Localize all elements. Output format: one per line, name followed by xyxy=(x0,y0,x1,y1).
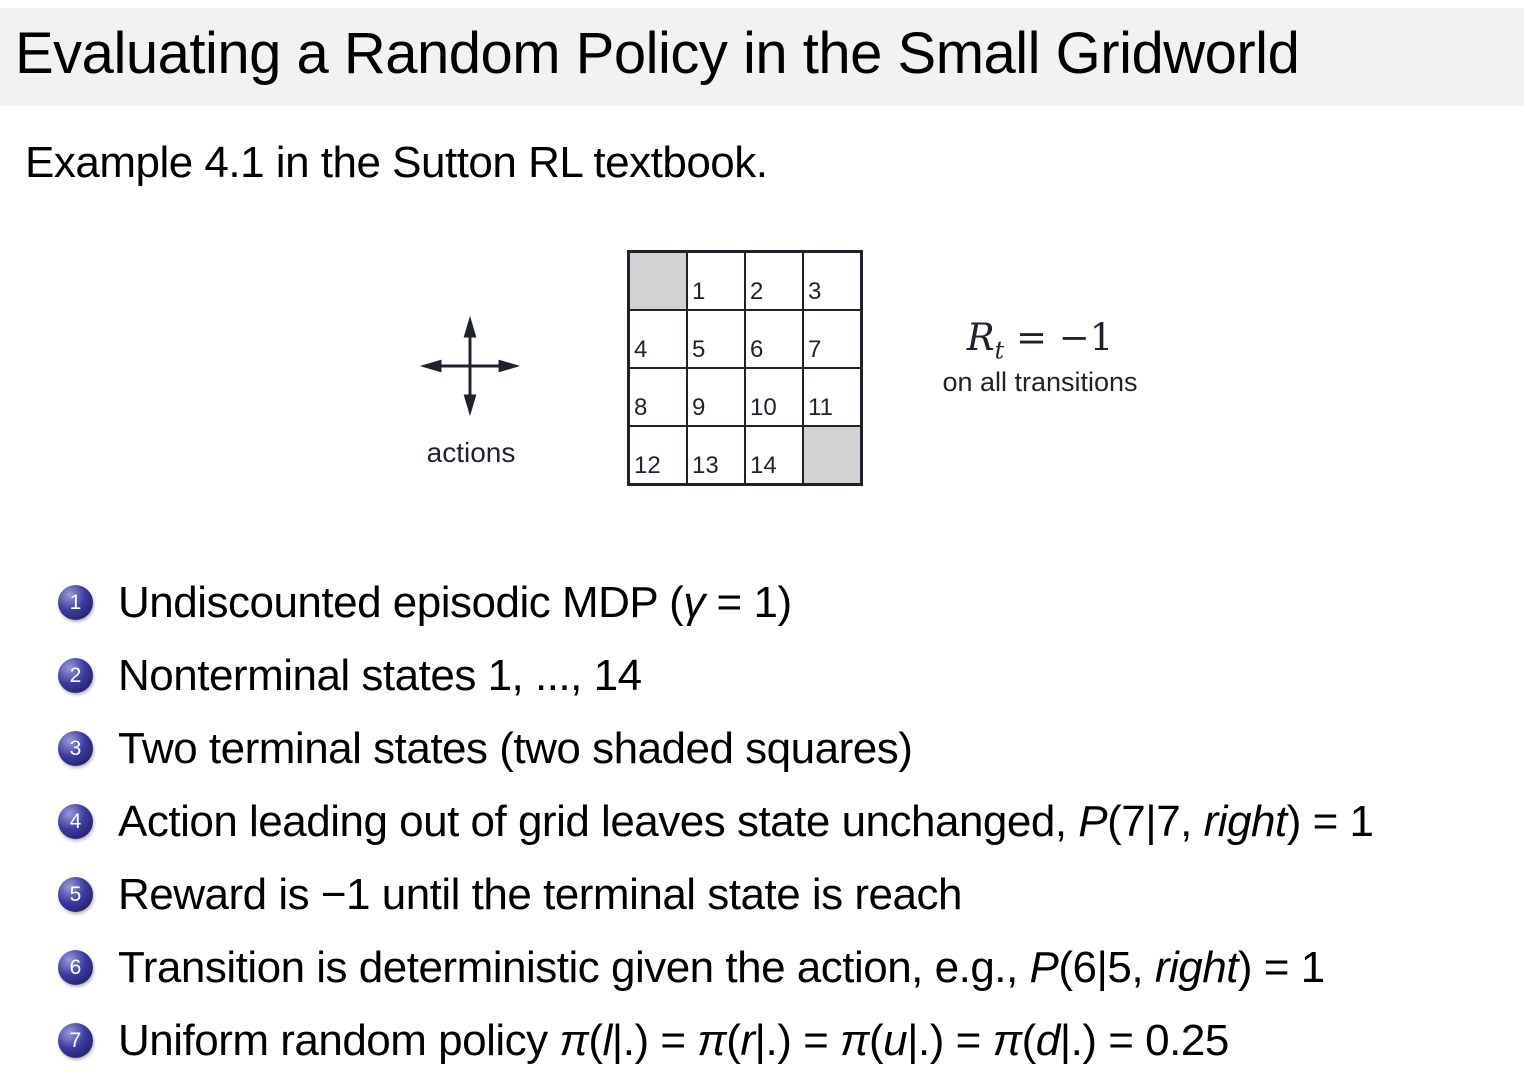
math-italic-segment: r xyxy=(740,1015,755,1065)
grid-cell-6: 6 xyxy=(745,310,803,368)
grid-cell-4: 4 xyxy=(629,310,687,368)
reward-variable: R xyxy=(966,316,995,359)
page-title: Evaluating a Random Policy in the Small Gridworld xyxy=(15,21,1300,86)
math-italic-segment: P xyxy=(1078,796,1108,846)
item-text xyxy=(118,578,792,628)
math-italic-segment: d xyxy=(1035,1015,1060,1065)
terminal-cell xyxy=(803,426,861,484)
math-segment: = 1) xyxy=(704,577,792,627)
actions-cross-icon xyxy=(411,307,529,425)
math-segment: ) = 1 xyxy=(1286,796,1374,846)
math-segment: ( xyxy=(868,1015,884,1065)
math-segment: −1 xyxy=(320,869,371,919)
item-text xyxy=(118,1016,1229,1066)
gridworld-grid xyxy=(627,250,863,486)
actions-label: actions xyxy=(426,437,516,468)
reward-annotation xyxy=(878,316,1202,398)
list-item-6 xyxy=(58,931,1374,1004)
grid-cell-2: 2 xyxy=(745,252,803,310)
math-segment: ( xyxy=(1021,1015,1036,1065)
list-item-3 xyxy=(58,712,1374,785)
math-italic-segment: γ xyxy=(683,577,705,627)
text-segment: Transition is deterministic given the action, e.g., xyxy=(118,942,1030,992)
item-number-badge: 7 xyxy=(58,1023,93,1058)
math-italic-segment: right xyxy=(1154,942,1238,992)
math-segment: |.) = xyxy=(907,1015,993,1065)
grid-cell-10: 10 xyxy=(745,368,803,426)
grid-cell-3: 3 xyxy=(803,252,861,310)
item-text xyxy=(118,651,642,701)
item-number-badge: 4 xyxy=(58,804,93,839)
math-italic-segment: π xyxy=(559,1015,589,1065)
item-number-badge: 1 xyxy=(58,585,93,620)
math-segment: |.) = 0.25 xyxy=(1059,1015,1229,1065)
math-italic-segment: l xyxy=(602,1015,612,1065)
grid-cell-11: 11 xyxy=(803,368,861,426)
item-text xyxy=(118,870,962,920)
math-segment: ) = 1 xyxy=(1237,942,1325,992)
grid-cell-9: 9 xyxy=(687,368,745,426)
terminal-cell xyxy=(629,252,687,310)
grid-cell-12: 12 xyxy=(629,426,687,484)
list-item-1 xyxy=(58,566,1374,639)
math-italic-segment: P xyxy=(1029,942,1059,992)
grid-cell-13: 13 xyxy=(687,426,745,484)
text-segment: Uniform random policy xyxy=(118,1015,560,1065)
slide-title-bar xyxy=(0,8,1524,106)
grid-cell-1: 1 xyxy=(687,252,745,310)
item-number-badge: 5 xyxy=(58,877,93,912)
reward-value: = −1 xyxy=(1004,316,1114,359)
text-segment: Reward is xyxy=(118,869,321,919)
math-italic-segment: π xyxy=(992,1015,1022,1065)
list-item-2 xyxy=(58,639,1374,712)
reward-caption: on all transitions xyxy=(942,367,1138,398)
math-segment: ( xyxy=(588,1015,603,1065)
text-segment: Nonterminal states xyxy=(118,650,488,700)
math-italic-segment: π xyxy=(697,1015,727,1065)
item-text xyxy=(118,724,912,774)
math-segment: |.) = xyxy=(754,1015,840,1065)
text-segment: until the terminal state is reach xyxy=(370,869,962,919)
list-item-4 xyxy=(58,785,1374,858)
math-segment: |.) = xyxy=(611,1015,698,1065)
reward-equation xyxy=(878,316,1202,364)
list-item-5 xyxy=(58,858,1374,931)
item-number-badge: 2 xyxy=(58,658,93,693)
math-segment: 1, ..., 14 xyxy=(487,650,642,700)
text-segment: Undiscounted episodic MDP xyxy=(118,577,670,627)
math-segment: (6|5, xyxy=(1058,942,1155,992)
reward-subscript: t xyxy=(994,336,1005,365)
math-segment: (7|7, xyxy=(1107,796,1204,846)
grid-cell-5: 5 xyxy=(687,310,745,368)
grid-cell-7: 7 xyxy=(803,310,861,368)
grid-cell-14: 14 xyxy=(745,426,803,484)
grid-cell-8: 8 xyxy=(629,368,687,426)
math-segment: ( xyxy=(669,577,684,627)
slide-subtitle: Example 4.1 in the Sutton RL textbook. xyxy=(25,138,768,187)
item-text xyxy=(118,797,1374,847)
math-italic-segment: π xyxy=(840,1015,869,1065)
item-number-badge: 6 xyxy=(58,950,93,985)
math-italic-segment: right xyxy=(1203,796,1287,846)
property-list xyxy=(58,566,1374,1077)
text-segment: Two terminal states (two shaded squares) xyxy=(118,723,913,773)
item-number-badge: 3 xyxy=(58,731,93,766)
math-italic-segment: u xyxy=(883,1015,908,1065)
item-text xyxy=(118,943,1325,993)
list-item-7 xyxy=(58,1004,1374,1077)
math-segment: ( xyxy=(726,1015,741,1065)
text-segment: Action leading out of grid leaves state unchanged, xyxy=(118,796,1079,846)
